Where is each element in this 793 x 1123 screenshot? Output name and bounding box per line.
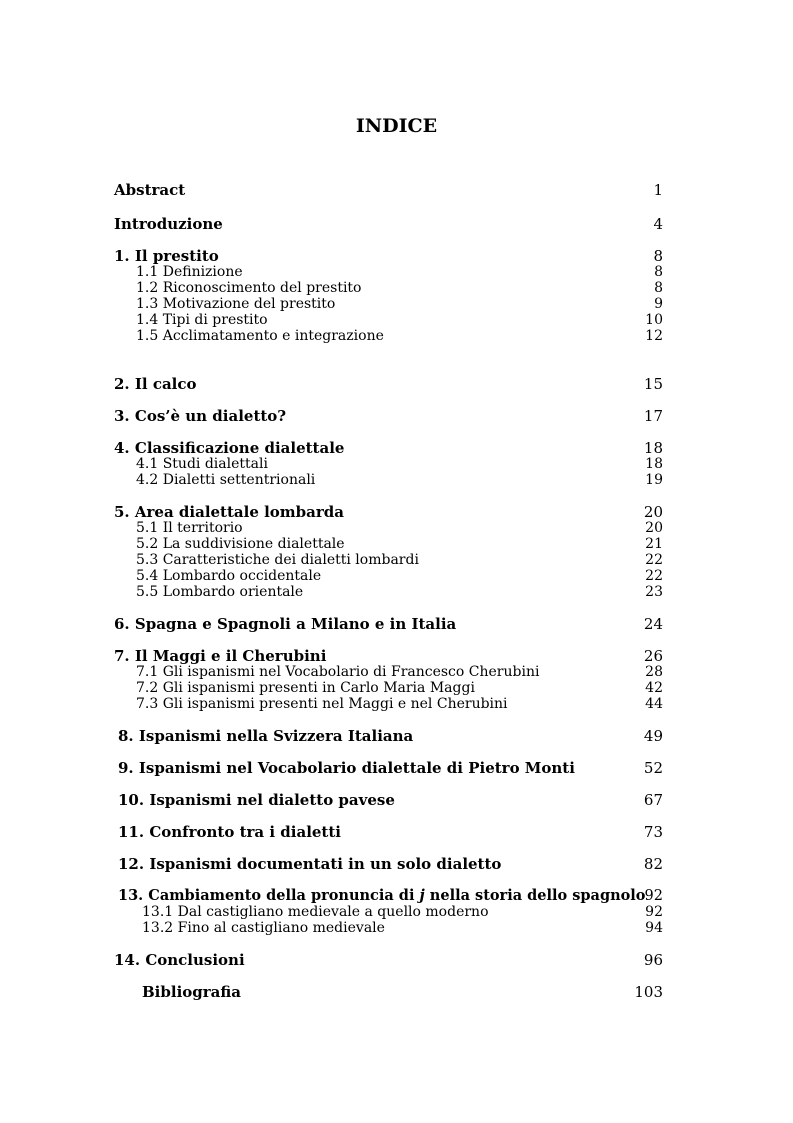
toc-subentry-title: 1.5 Acclimatamento e integrazione (136, 328, 384, 344)
toc-subentry (0, 904, 793, 920)
toc-subentry-page: 18 (645, 456, 663, 472)
toc-entry-page: 96 (643, 951, 663, 969)
toc-entry-title: Abstract (114, 181, 186, 199)
toc-subentry (0, 264, 793, 280)
toc-entry-page: 8 (653, 247, 663, 265)
toc-entry-page: 73 (643, 823, 663, 841)
toc-entry-title: 10. Ispanismi nel dialetto pavese (118, 791, 395, 809)
toc-subentry (0, 568, 793, 584)
toc-entry (0, 248, 793, 264)
toc-entry (0, 216, 793, 232)
toc-subentry-title: 4.2 Dialetti settentrionali (136, 472, 316, 488)
toc-entry-page: 4 (653, 215, 663, 233)
toc-entry-title-part: nella storia dello spagnolo (424, 887, 646, 904)
toc-subentry (0, 328, 793, 344)
toc-entry (0, 984, 793, 1000)
toc-subentry-page: 12 (645, 328, 663, 344)
toc-entry-title: 7. Il Maggi e il Cherubini (114, 647, 327, 665)
toc-entry-page: 52 (643, 759, 663, 777)
toc-subentry-page: 22 (645, 552, 663, 568)
toc-subentry (0, 280, 793, 296)
toc-entry-page: 67 (643, 791, 663, 809)
toc-subentry-title: 1.1 Definizione (136, 264, 243, 280)
toc-subentry (0, 296, 793, 312)
toc-entry (0, 616, 793, 632)
toc-entry-page: 82 (643, 855, 663, 873)
toc-entry (0, 888, 793, 904)
toc-subentry-title: 5.4 Lombardo occidentale (136, 568, 322, 584)
toc-entry (0, 824, 793, 840)
toc-entry-title: 11. Confronto tra i dialetti (118, 823, 341, 841)
toc-entry-title: 8. Ispanismi nella Svizzera Italiana (118, 727, 414, 745)
toc-entry (0, 760, 793, 776)
toc-entry (0, 856, 793, 872)
toc-subentry-title: 4.1 Studi dialettali (136, 456, 268, 472)
toc-subentry-title: 5.1 Il territorio (136, 520, 243, 536)
toc-entry (0, 504, 793, 520)
toc-entry-page: 1 (653, 181, 663, 199)
toc-entry-title: 12. Ispanismi documentati in un solo dialetto (118, 855, 502, 873)
toc-subentry-title: 7.1 Gli ispanismi nel Vocabolario di Francesco Cherubini (136, 664, 540, 680)
toc-subentry (0, 664, 793, 680)
toc-subentry-title: 7.2 Gli ispanismi presenti in Carlo Maria Maggi (136, 680, 475, 696)
toc-entry (0, 408, 793, 424)
toc-entry-title (118, 888, 645, 904)
toc-subentry-title: 5.5 Lombardo orientale (136, 584, 304, 600)
toc-subentry-page: 20 (645, 520, 663, 536)
toc-subentry-page: 23 (645, 584, 663, 600)
toc-entry-title: Introduzione (114, 215, 223, 233)
toc-subentry-page: 8 (654, 264, 663, 280)
toc-subentry-title: 13.2 Fino al castigliano medievale (142, 920, 385, 936)
toc-subentry-title: 1.4 Tipi di prestito (136, 312, 268, 328)
toc-entry-title: Bibliografia (142, 983, 242, 1001)
toc-subentry-title: 5.2 La suddivisione dialettale (136, 536, 345, 552)
toc-subentry-page: 42 (645, 680, 663, 696)
toc-entry (0, 440, 793, 456)
toc-subentry-page: 28 (645, 664, 663, 680)
toc-entry-title-part: 13. Cambiamento della pronuncia di (118, 887, 420, 904)
toc-entry-page: 92 (644, 888, 663, 904)
toc-entry (0, 792, 793, 808)
toc-entry-title: 3. Cos’è un dialetto? (114, 407, 287, 425)
toc-entry-title: 6. Spagna e Spagnoli a Milano e in Italia (114, 615, 457, 633)
toc-subentry-title: 1.2 Riconoscimento del prestito (136, 280, 362, 296)
toc-entry-title: 2. Il calco (114, 375, 197, 393)
toc-subentry (0, 520, 793, 536)
toc-entry-title: 4. Classificazione dialettale (114, 439, 345, 457)
toc-entry-title-italic: j (419, 887, 425, 904)
toc-entry-page: 24 (643, 615, 663, 633)
toc-subentry (0, 472, 793, 488)
toc-entry-page: 17 (643, 407, 663, 425)
toc-subentry (0, 680, 793, 696)
toc-entry-title: 9. Ispanismi nel Vocabolario dialettale di Pietro Monti (118, 759, 575, 777)
toc-subentry-page: 10 (645, 312, 663, 328)
toc-subentry (0, 696, 793, 712)
toc-subentry-page: 22 (645, 568, 663, 584)
toc-entry-title: 14. Conclusioni (114, 951, 245, 969)
toc-subentry-page: 92 (645, 904, 663, 920)
toc-subentry-page: 8 (654, 280, 663, 296)
toc-entry (0, 376, 793, 392)
page-title: INDICE (355, 115, 438, 137)
toc-entry-page: 49 (643, 727, 663, 745)
toc-subentry-page: 19 (645, 472, 663, 488)
toc-entry-page: 26 (643, 647, 663, 665)
toc-subentry-page: 44 (645, 696, 663, 712)
toc-subentry (0, 584, 793, 600)
toc-subentry (0, 536, 793, 552)
toc-subentry (0, 552, 793, 568)
toc-entry (0, 648, 793, 664)
toc-subentry-page: 21 (645, 536, 663, 552)
toc-entry (0, 728, 793, 744)
toc-entry-page: 20 (643, 503, 663, 521)
toc-entry-title: 5. Area dialettale lombarda (114, 503, 344, 521)
toc-subentry-title: 7.3 Gli ispanismi presenti nel Maggi e nel Cherubini (136, 696, 508, 712)
toc-subentry-title: 13.1 Dal castigliano medievale a quello moderno (142, 904, 489, 920)
toc-subentry-title: 1.3 Motivazione del prestito (136, 296, 336, 312)
toc-subentry-title: 5.3 Caratteristiche dei dialetti lombardi (136, 552, 419, 568)
toc-subentry (0, 920, 793, 936)
toc-subentry-page: 9 (654, 296, 663, 312)
toc-subentry-page: 94 (645, 920, 663, 936)
toc-subentry (0, 456, 793, 472)
toc-entry-page: 15 (643, 375, 663, 393)
toc-entry (0, 182, 793, 198)
toc-entry-page: 103 (634, 983, 663, 1001)
toc-entry-title: 1. Il prestito (114, 247, 219, 265)
toc-entry (0, 952, 793, 968)
toc-entry-page: 18 (643, 439, 663, 457)
toc-subentry (0, 312, 793, 328)
